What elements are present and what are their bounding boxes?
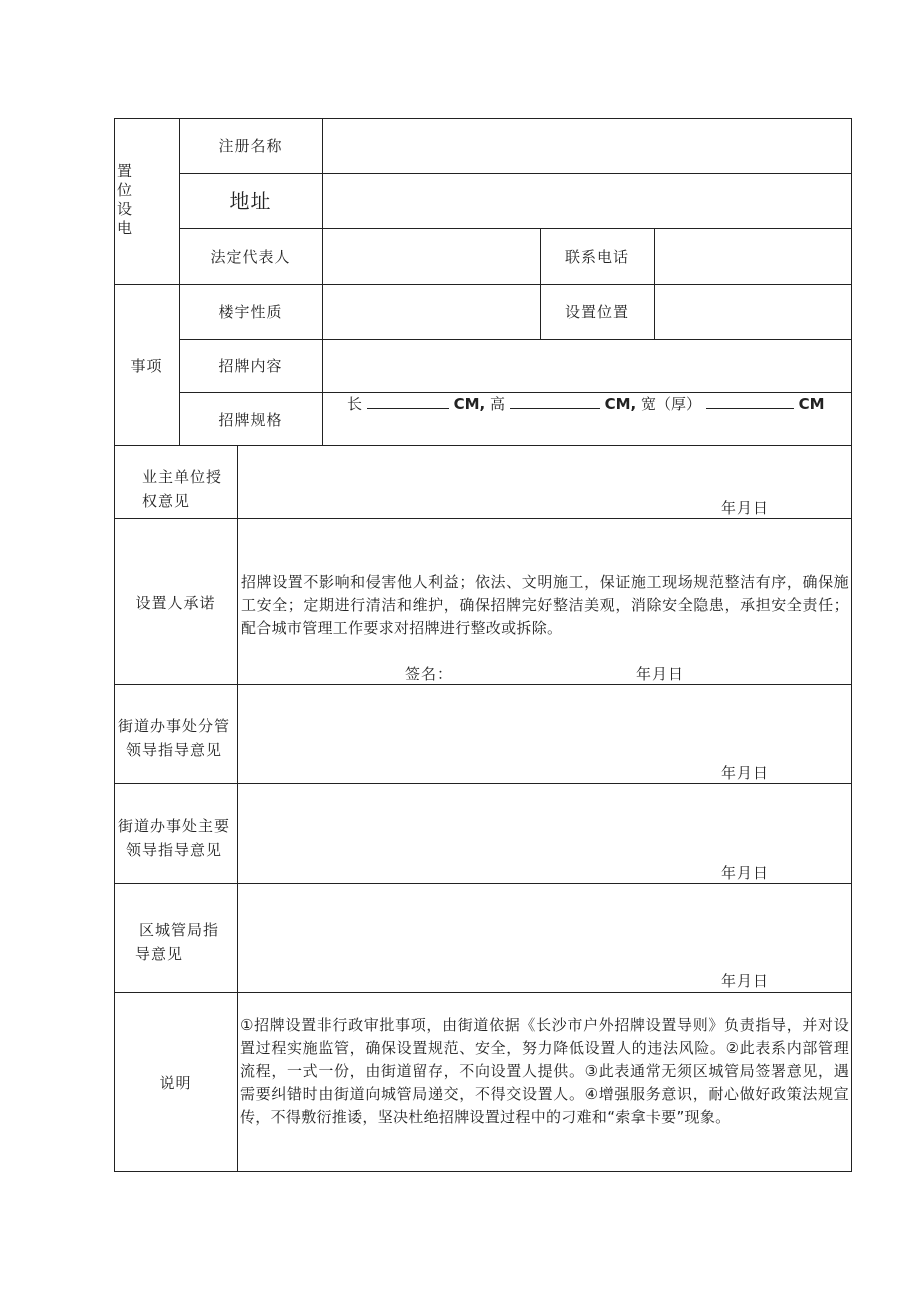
promise-date: 年月日 [636,665,685,683]
height-input[interactable] [510,395,600,409]
grid-line [114,1171,852,1172]
registered-name-label: 注册名称 [218,137,283,155]
owner-opinion-label: 业主单位授 权意见 [142,468,223,510]
street-branch-opinion-label: 街道办事处分管 领导指导意见 [118,717,231,759]
grid-line [179,118,180,446]
street-branch-date: 年月日 [721,764,770,782]
district-opinion-field[interactable] [238,884,851,968]
length-input[interactable] [367,395,449,409]
grid-line [540,228,541,339]
spec-length-label: 长 [347,395,363,413]
grid-line [114,118,115,1172]
building-nature-field[interactable] [323,285,540,339]
grid-line [179,392,852,393]
grid-line [114,992,852,993]
promise-label: 设置人承诺 [135,594,216,612]
spec-unit: CM, [453,395,486,413]
applicant-section-label: 置 位 设 电 [117,162,134,237]
spec-unit: CM [798,395,825,413]
district-date: 年月日 [721,972,770,990]
phone-field[interactable] [655,229,851,284]
owner-opinion-field[interactable] [238,446,851,496]
location-field[interactable] [655,285,851,339]
district-opinion-label: 区城管局指 导意见 [135,921,220,963]
address-field[interactable] [323,174,851,228]
spec-unit: CM, [604,395,637,413]
notes-text: ①招牌设置非行政审批事项，由街道依据《长沙市户外招牌设置导则》负责指导，并对设置过程实施监管，确保设置规范、安全，努力降低设置人的违法风险。②此表系内部管理流程，一式一份，由街道留存，不向设置人提供。③此表通常无须区城管局签署意见，遇需要纠错时由街道向城管局递交，不得交设置人。④增强服务意识，耐心做好政策法规宣传，不得敷衍推诿，坚决杜绝招牌设置过程中的刁难和“索拿卡要”现象。 [240,1016,849,1126]
items-section-label: 事项 [130,357,163,375]
width-input[interactable] [706,395,794,409]
legal-representative-label: 法定代表人 [210,248,291,266]
street-main-opinion-label: 街道办事处主要 领导指导意见 [118,817,231,859]
grid-line [851,118,852,1172]
street-main-opinion-field[interactable] [238,784,851,859]
sign-label: 签名： [405,665,454,683]
content-field[interactable] [323,340,851,392]
grid-line [114,518,852,519]
legal-representative-field[interactable] [323,229,540,284]
spec-height-label: 高 [490,395,506,413]
notes-label: 说明 [159,1074,192,1092]
street-branch-opinion-field[interactable] [238,685,851,760]
spec-label: 招牌规格 [218,411,283,429]
content-label: 招牌内容 [218,357,283,375]
spec-width-label: 宽（厚） [641,395,702,413]
spec-line [347,395,825,413]
phone-label: 联系电话 [564,248,629,266]
location-label: 设置位置 [564,303,629,321]
promise-text: 招牌设置不影响和侵害他人利益；依法、文明施工，保证施工现场规范整洁有序，确保施工安全；定期进行清洁和维护，确保招牌完好整洁美观，消除安全隐患，承担安全责任；配合城市管理工作要求对招牌进行整改或拆除。 [241,573,849,637]
building-nature-label: 楼宇性质 [218,303,283,321]
registered-name-field[interactable] [323,119,851,173]
street-main-date: 年月日 [721,864,770,882]
address-label: 地址 [229,189,272,213]
owner-date: 年月日 [721,499,770,517]
